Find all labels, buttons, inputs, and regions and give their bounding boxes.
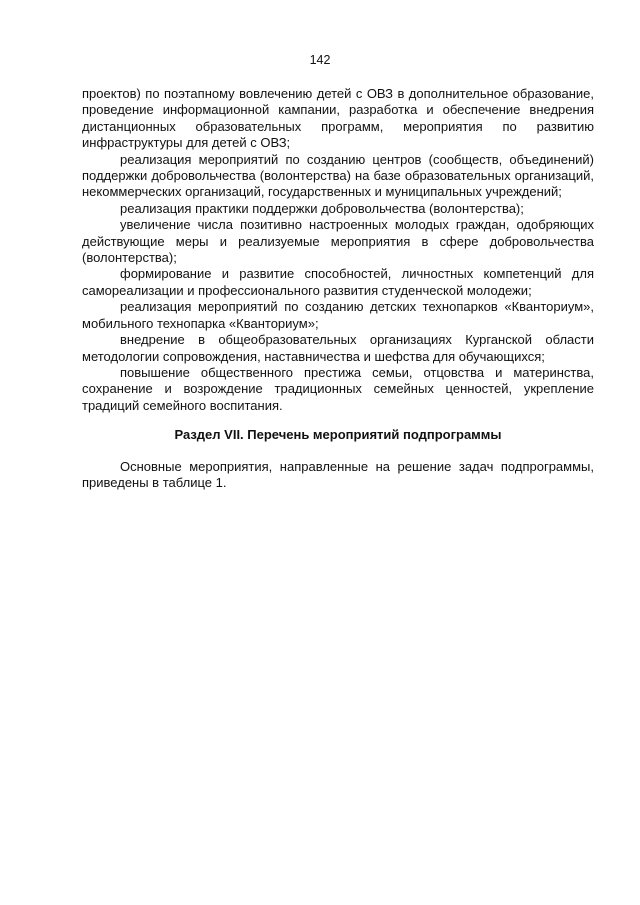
section-heading: Раздел VII. Перечень мероприятий подпрограммы [174,427,502,443]
paragraph-student-youth: формирование и развитие способностей, личностных компетенций для самореализации и профессионального развития студенческой молодежи; [82,266,594,298]
paragraph-mentoring: внедрение в общеобразовательных организациях Курганской области методологии сопровождения, наставничества и шефства для обучающихся; [82,332,594,364]
paragraph-positive-youth: увеличение числа позитивно настроенных молодых граждан, одобряющих действующие меры и реализуемые мероприятия в сфере добровольчества (волонтерства); [82,217,594,266]
paragraph-kvantorium: реализация мероприятий по созданию детских технопарков «Кванториум», мобильного технопарка «Кванториум»; [82,299,594,331]
page-content [82,86,594,491]
paragraph-continuation: проектов) по поэтапному вовлечению детей с ОВЗ в дополнительное образование, проведение информационной кампании, разработка и обеспечение внедрения дистанционных образовательных программ, мероприятия по развитию инфраструктуры для детей с ОВЗ; [82,86,594,151]
section-text: Основные мероприятия, направленные на решение задач подпрограммы, приведены в таблице 1. [82,458,594,490]
paragraph-volunteer-practice: реализация практики поддержки добровольчества (волонтерства); [120,200,524,216]
paragraph-volunteer-centers: реализация мероприятий по созданию центров (сообществ, объединений) поддержки добровольчества (волонтерства) на базе образовательных организаций, некоммерческих организаций, государственных и муниципальных учреждений; [82,151,594,200]
page-number: 142 [309,53,331,67]
paragraph-family-values: повышение общественного престижа семьи, отцовства и материнства, сохранение и возрождение традиционных семейных ценностей, укрепление традиций семейного воспитания. [82,364,594,413]
